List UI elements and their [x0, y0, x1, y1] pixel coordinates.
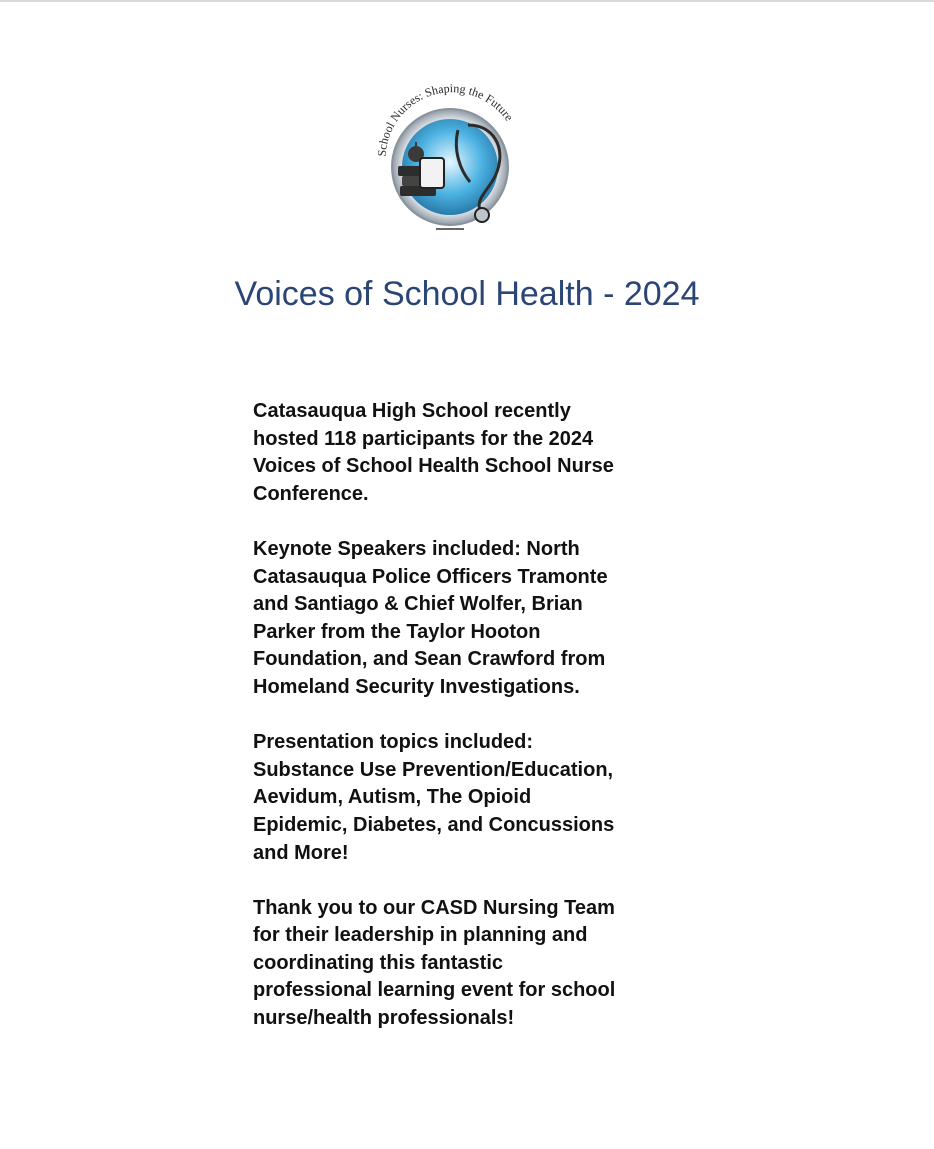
article-body	[253, 398, 683, 1060]
text-line: coordinating this fantastic	[253, 951, 504, 974]
text-line: and Santiago & Chief Wolfer, Brian	[253, 593, 583, 616]
school-nurses-logo	[358, 70, 538, 235]
text-line: Thank you to our CASD Nursing Team	[253, 896, 615, 919]
text-line: Keynote Speakers included: North	[253, 537, 580, 560]
top-border-line	[0, 0, 934, 2]
text-line: nurse/health professionals!	[253, 1007, 515, 1030]
text-line: and More!	[253, 841, 349, 864]
text-line: Substance Use Prevention/Education,	[253, 758, 614, 781]
paragraph-presentation-topics	[253, 729, 683, 867]
text-line: Voices of School Health School Nurse	[253, 455, 614, 478]
text-line: professional learning event for school	[253, 979, 616, 1002]
text-line: Homeland Security Investigations.	[253, 675, 580, 698]
text-line: Parker from the Taylor Hooton	[253, 620, 541, 643]
text-line: Epidemic, Diabetes, and Concussions	[253, 813, 615, 836]
text-line: Presentation topics included:	[253, 731, 534, 754]
paragraph-intro	[253, 398, 683, 508]
text-line: Catasauqua High School recently	[253, 400, 571, 422]
text-line: Foundation, and Sean Crawford from	[253, 648, 606, 671]
page-title: Voices of School Health - 2024	[234, 275, 700, 313]
logo-ring-text: School Nurses: Shaping the Future	[374, 81, 517, 157]
text-line: Conference.	[253, 482, 369, 505]
paragraph-keynote-speakers	[253, 536, 683, 702]
logo-graphic	[358, 70, 538, 235]
paragraph-thank-you	[253, 895, 683, 1033]
text-line: Catasauqua Police Officers Tramonte	[253, 565, 608, 588]
text-line: hosted 118 participants for the 2024	[253, 427, 594, 450]
text-line: for their leadership in planning and	[253, 924, 588, 947]
text-line: Aevidum, Autism, The Opioid	[253, 786, 532, 809]
